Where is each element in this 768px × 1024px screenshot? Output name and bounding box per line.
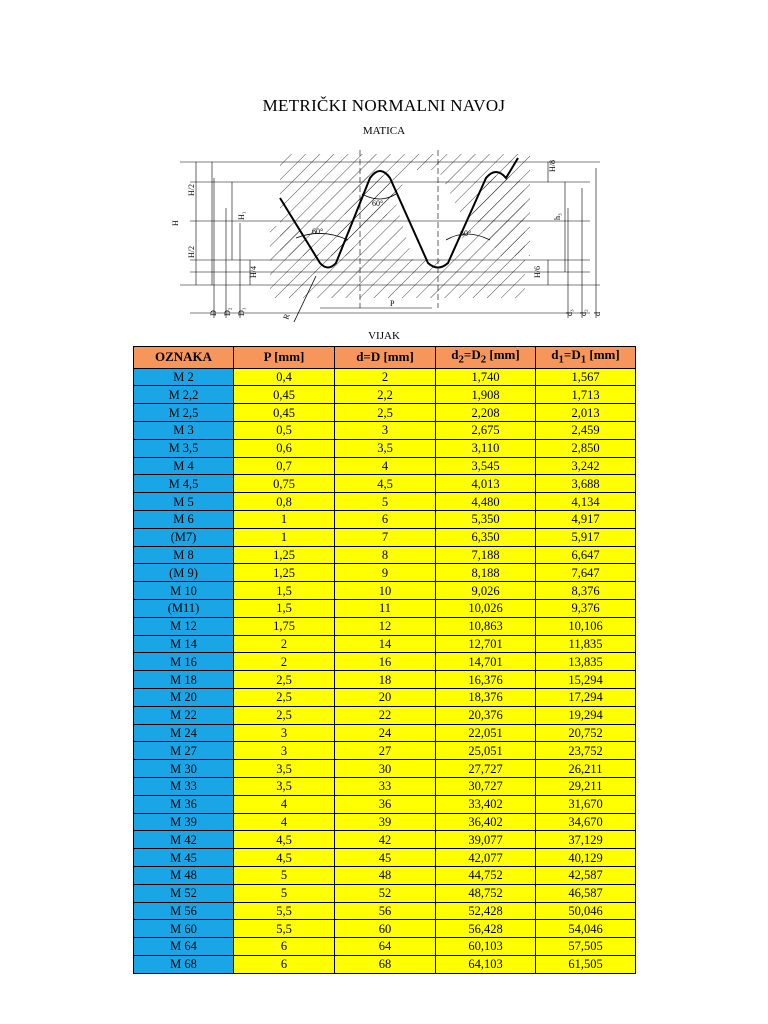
table-row xyxy=(134,706,636,724)
cell-pitch-diameter: 5,350 xyxy=(436,510,536,528)
label-P: P xyxy=(390,299,395,308)
cell-pitch-diameter: 1,908 xyxy=(436,386,536,404)
cell-minor-diameter: 29,211 xyxy=(536,777,636,795)
cell-minor-diameter: 1,567 xyxy=(536,368,636,386)
cell-nominal-diameter: 12 xyxy=(335,617,436,635)
cell-pitch: 0,8 xyxy=(234,493,335,511)
cell-designation: M 4,5 xyxy=(134,475,234,493)
cell-nominal-diameter: 3 xyxy=(335,421,436,439)
cell-minor-diameter: 1,713 xyxy=(536,386,636,404)
cell-nominal-diameter: 27 xyxy=(335,742,436,760)
header-minor-diameter: $d_1=D_1$ [mm] xyxy=(536,347,636,369)
cell-designation: M 27 xyxy=(134,742,234,760)
cell-pitch-diameter: 9,026 xyxy=(436,582,536,600)
cell-pitch-diameter: 4,480 xyxy=(436,493,536,511)
table-row xyxy=(134,902,636,920)
cell-pitch: 6 xyxy=(234,955,335,973)
cell-pitch-diameter: 3,545 xyxy=(436,457,536,475)
table-row xyxy=(134,724,636,742)
label-D: D xyxy=(209,310,218,316)
cell-pitch: 1,5 xyxy=(234,599,335,617)
page-title: METRIČKI NORMALNI NAVOJ xyxy=(262,96,506,115)
cell-designation: M 3 xyxy=(134,421,234,439)
table-row xyxy=(134,938,636,956)
table-row xyxy=(134,546,636,564)
table-row xyxy=(134,955,636,973)
cell-nominal-diameter: 33 xyxy=(335,777,436,795)
table-row xyxy=(134,528,636,546)
label-H-eighth: H/8 xyxy=(548,160,557,172)
cell-designation: M 42 xyxy=(134,831,234,849)
cell-pitch-diameter: 10,863 xyxy=(436,617,536,635)
cell-designation: (M7) xyxy=(134,528,234,546)
cell-pitch: 1,5 xyxy=(234,582,335,600)
cell-designation: M 2,5 xyxy=(134,404,234,422)
cell-minor-diameter: 10,106 xyxy=(536,617,636,635)
cell-designation: M 6 xyxy=(134,510,234,528)
cell-minor-diameter: 19,294 xyxy=(536,706,636,724)
label-d3: d₃ xyxy=(565,309,574,316)
cell-nominal-diameter: 4 xyxy=(335,457,436,475)
cell-nominal-diameter: 18 xyxy=(335,671,436,689)
cell-pitch: 0,5 xyxy=(234,421,335,439)
cell-minor-diameter: 2,459 xyxy=(536,421,636,439)
cell-nominal-diameter: 39 xyxy=(335,813,436,831)
table-row xyxy=(134,368,636,386)
cell-pitch-diameter: 12,701 xyxy=(436,635,536,653)
cell-pitch: 1,25 xyxy=(234,546,335,564)
cell-nominal-diameter: 2 xyxy=(335,368,436,386)
table-row xyxy=(134,831,636,849)
table-row xyxy=(134,493,636,511)
cell-nominal-diameter: 14 xyxy=(335,635,436,653)
label-R: R xyxy=(281,312,292,321)
cell-pitch: 0,4 xyxy=(234,368,335,386)
cell-pitch-diameter: 8,188 xyxy=(436,564,536,582)
label-D1: D₁ xyxy=(237,307,246,316)
header-pitch-diameter: $d_2=D_2$ [mm] xyxy=(436,347,536,369)
cell-nominal-diameter: 8 xyxy=(335,546,436,564)
label-h3: h₃ xyxy=(553,213,562,220)
cell-minor-diameter: 8,376 xyxy=(536,582,636,600)
cell-minor-diameter: 2,850 xyxy=(536,439,636,457)
cell-minor-diameter: 3,242 xyxy=(536,457,636,475)
table-header-row xyxy=(134,347,636,369)
label-H-half-top: H/2 xyxy=(187,184,196,196)
table-row xyxy=(134,564,636,582)
cell-pitch: 0,6 xyxy=(234,439,335,457)
cell-pitch-diameter: 2,208 xyxy=(436,404,536,422)
table-row xyxy=(134,813,636,831)
table-row xyxy=(134,439,636,457)
table-row xyxy=(134,920,636,938)
cell-pitch: 0,45 xyxy=(234,386,335,404)
cell-designation: M 56 xyxy=(134,902,234,920)
cell-pitch: 2,5 xyxy=(234,688,335,706)
cell-designation: M 3,5 xyxy=(134,439,234,457)
cell-minor-diameter: 7,647 xyxy=(536,564,636,582)
cell-pitch-diameter: 56,428 xyxy=(436,920,536,938)
cell-designation: M 2,2 xyxy=(134,386,234,404)
cell-minor-diameter: 42,587 xyxy=(536,866,636,884)
cell-minor-diameter: 13,835 xyxy=(536,653,636,671)
cell-nominal-diameter: 64 xyxy=(335,938,436,956)
cell-designation: M 16 xyxy=(134,653,234,671)
cell-pitch: 3,5 xyxy=(234,777,335,795)
cell-nominal-diameter: 60 xyxy=(335,920,436,938)
cell-designation: (M11) xyxy=(134,599,234,617)
cell-nominal-diameter: 30 xyxy=(335,760,436,778)
cell-pitch: 1 xyxy=(234,510,335,528)
cell-minor-diameter: 17,294 xyxy=(536,688,636,706)
table-row xyxy=(134,475,636,493)
cell-pitch-diameter: 14,701 xyxy=(436,653,536,671)
cell-nominal-diameter: 10 xyxy=(335,582,436,600)
cell-pitch: 6 xyxy=(234,938,335,956)
table-row xyxy=(134,742,636,760)
cell-pitch: 0,7 xyxy=(234,457,335,475)
label-H: H xyxy=(171,220,180,226)
cell-nominal-diameter: 20 xyxy=(335,688,436,706)
cell-minor-diameter: 5,917 xyxy=(536,528,636,546)
cell-designation: M 68 xyxy=(134,955,234,973)
cell-nominal-diameter: 42 xyxy=(335,831,436,849)
cell-pitch: 0,45 xyxy=(234,404,335,422)
cell-pitch-diameter: 44,752 xyxy=(436,866,536,884)
table-row xyxy=(134,653,636,671)
cell-pitch: 0,75 xyxy=(234,475,335,493)
cell-minor-diameter: 34,670 xyxy=(536,813,636,831)
cell-pitch: 4,5 xyxy=(234,849,335,867)
cell-designation: M 24 xyxy=(134,724,234,742)
cell-pitch: 1,75 xyxy=(234,617,335,635)
header-designation: OZNAKA xyxy=(134,347,234,369)
cell-pitch-diameter: 2,675 xyxy=(436,421,536,439)
label-angle-top: 60° xyxy=(372,199,384,208)
table-row xyxy=(134,582,636,600)
cell-nominal-diameter: 2,5 xyxy=(335,404,436,422)
cell-pitch: 5 xyxy=(234,884,335,902)
cell-designation: M 20 xyxy=(134,688,234,706)
label-angle-right: 60° xyxy=(460,229,472,238)
cell-pitch-diameter: 52,428 xyxy=(436,902,536,920)
table-row xyxy=(134,866,636,884)
cell-minor-diameter: 11,835 xyxy=(536,635,636,653)
cell-pitch: 1 xyxy=(234,528,335,546)
cell-nominal-diameter: 56 xyxy=(335,902,436,920)
cell-designation: M 45 xyxy=(134,849,234,867)
table-body xyxy=(134,368,636,973)
cell-pitch: 3,5 xyxy=(234,760,335,778)
cell-pitch-diameter: 64,103 xyxy=(436,955,536,973)
cell-pitch-diameter: 60,103 xyxy=(436,938,536,956)
cell-pitch: 5 xyxy=(234,866,335,884)
cell-pitch-diameter: 39,077 xyxy=(436,831,536,849)
table-row xyxy=(134,510,636,528)
table-row xyxy=(134,457,636,475)
cell-minor-diameter: 54,046 xyxy=(536,920,636,938)
cell-pitch-diameter: 27,727 xyxy=(436,760,536,778)
cell-pitch-diameter: 6,350 xyxy=(436,528,536,546)
cell-designation: M 2 xyxy=(134,368,234,386)
diagram-subtitle-nut: MATICA xyxy=(362,125,406,137)
header-nominal-diameter: d=D [mm] xyxy=(335,347,436,369)
thread-profile-diagram xyxy=(170,148,610,340)
cell-nominal-diameter: 45 xyxy=(335,849,436,867)
cell-nominal-diameter: 22 xyxy=(335,706,436,724)
label-d2: d₂ xyxy=(579,309,588,316)
cell-designation: M 52 xyxy=(134,884,234,902)
cell-nominal-diameter: 16 xyxy=(335,653,436,671)
cell-designation: M 12 xyxy=(134,617,234,635)
cell-pitch-diameter: 16,376 xyxy=(436,671,536,689)
cell-nominal-diameter: 2,2 xyxy=(335,386,436,404)
cell-designation: (M 9) xyxy=(134,564,234,582)
cell-minor-diameter: 61,505 xyxy=(536,955,636,973)
cell-pitch: 3 xyxy=(234,724,335,742)
cell-nominal-diameter: 3,5 xyxy=(335,439,436,457)
cell-minor-diameter: 23,752 xyxy=(536,742,636,760)
cell-designation: M 10 xyxy=(134,582,234,600)
cell-pitch-diameter: 25,051 xyxy=(436,742,536,760)
cell-nominal-diameter: 24 xyxy=(335,724,436,742)
table-row xyxy=(134,760,636,778)
cell-pitch: 2,5 xyxy=(234,671,335,689)
cell-pitch-diameter: 30,727 xyxy=(436,777,536,795)
cell-designation: M 39 xyxy=(134,813,234,831)
cell-minor-diameter: 9,376 xyxy=(536,599,636,617)
cell-pitch-diameter: 18,376 xyxy=(436,688,536,706)
cell-pitch-diameter: 42,077 xyxy=(436,849,536,867)
cell-pitch-diameter: 10,026 xyxy=(436,599,536,617)
table-row xyxy=(134,795,636,813)
label-D2: D₂ xyxy=(223,307,232,316)
cell-nominal-diameter: 4,5 xyxy=(335,475,436,493)
cell-designation: M 48 xyxy=(134,866,234,884)
cell-pitch: 2 xyxy=(234,635,335,653)
cell-minor-diameter: 31,670 xyxy=(536,795,636,813)
cell-minor-diameter: 6,647 xyxy=(536,546,636,564)
cell-pitch-diameter: 36,402 xyxy=(436,813,536,831)
cell-minor-diameter: 4,134 xyxy=(536,493,636,511)
cell-minor-diameter: 40,129 xyxy=(536,849,636,867)
cell-designation: M 22 xyxy=(134,706,234,724)
thread-dimensions-table xyxy=(133,346,636,974)
table-row xyxy=(134,777,636,795)
cell-nominal-diameter: 52 xyxy=(335,884,436,902)
table-row xyxy=(134,386,636,404)
cell-designation: M 60 xyxy=(134,920,234,938)
cell-nominal-diameter: 68 xyxy=(335,955,436,973)
cell-minor-diameter: 46,587 xyxy=(536,884,636,902)
diagram-label-bolt: VIJAK xyxy=(368,330,400,342)
table-row xyxy=(134,617,636,635)
cell-minor-diameter: 37,129 xyxy=(536,831,636,849)
cell-pitch: 2 xyxy=(234,653,335,671)
label-H-half-bottom: H/2 xyxy=(187,246,196,258)
cell-pitch-diameter: 4,013 xyxy=(436,475,536,493)
cell-pitch-diameter: 7,188 xyxy=(436,546,536,564)
table-row xyxy=(134,635,636,653)
label-H-sixth: H/6 xyxy=(533,266,542,278)
table-row xyxy=(134,404,636,422)
label-H-quarter: H/4 xyxy=(249,266,258,278)
cell-pitch-diameter: 3,110 xyxy=(436,439,536,457)
cell-nominal-diameter: 7 xyxy=(335,528,436,546)
cell-nominal-diameter: 11 xyxy=(335,599,436,617)
table-row xyxy=(134,884,636,902)
cell-pitch: 4,5 xyxy=(234,831,335,849)
cell-designation: M 18 xyxy=(134,671,234,689)
table-row xyxy=(134,599,636,617)
cell-nominal-diameter: 9 xyxy=(335,564,436,582)
cell-pitch-diameter: 33,402 xyxy=(436,795,536,813)
table-row xyxy=(134,421,636,439)
cell-designation: M 36 xyxy=(134,795,234,813)
cell-minor-diameter: 3,688 xyxy=(536,475,636,493)
cell-designation: M 5 xyxy=(134,493,234,511)
cell-pitch-diameter: 1,740 xyxy=(436,368,536,386)
cell-pitch-diameter: 48,752 xyxy=(436,884,536,902)
header-pitch: P [mm] xyxy=(234,347,335,369)
cell-pitch: 5,5 xyxy=(234,902,335,920)
cell-nominal-diameter: 36 xyxy=(335,795,436,813)
label-angle-left: 60° xyxy=(312,227,324,236)
cell-minor-diameter: 26,211 xyxy=(536,760,636,778)
cell-designation: M 30 xyxy=(134,760,234,778)
cell-minor-diameter: 20,752 xyxy=(536,724,636,742)
cell-pitch-diameter: 20,376 xyxy=(436,706,536,724)
cell-minor-diameter: 4,917 xyxy=(536,510,636,528)
cell-minor-diameter: 2,013 xyxy=(536,404,636,422)
cell-pitch: 4 xyxy=(234,813,335,831)
cell-pitch: 1,25 xyxy=(234,564,335,582)
cell-nominal-diameter: 6 xyxy=(335,510,436,528)
cell-nominal-diameter: 48 xyxy=(335,866,436,884)
cell-designation: M 8 xyxy=(134,546,234,564)
cell-minor-diameter: 15,294 xyxy=(536,671,636,689)
cell-minor-diameter: 57,505 xyxy=(536,938,636,956)
cell-pitch: 2,5 xyxy=(234,706,335,724)
cell-minor-diameter: 50,046 xyxy=(536,902,636,920)
cell-designation: M 64 xyxy=(134,938,234,956)
table-row xyxy=(134,849,636,867)
cell-pitch: 4 xyxy=(234,795,335,813)
label-d: d xyxy=(593,312,602,316)
cell-designation: M 33 xyxy=(134,777,234,795)
cell-designation: M 4 xyxy=(134,457,234,475)
cell-designation: M 14 xyxy=(134,635,234,653)
cell-pitch: 3 xyxy=(234,742,335,760)
label-H1: H₁ xyxy=(237,211,246,220)
cell-nominal-diameter: 5 xyxy=(335,493,436,511)
cell-pitch: 5,5 xyxy=(234,920,335,938)
table-row xyxy=(134,688,636,706)
cell-pitch-diameter: 22,051 xyxy=(436,724,536,742)
table-row xyxy=(134,671,636,689)
